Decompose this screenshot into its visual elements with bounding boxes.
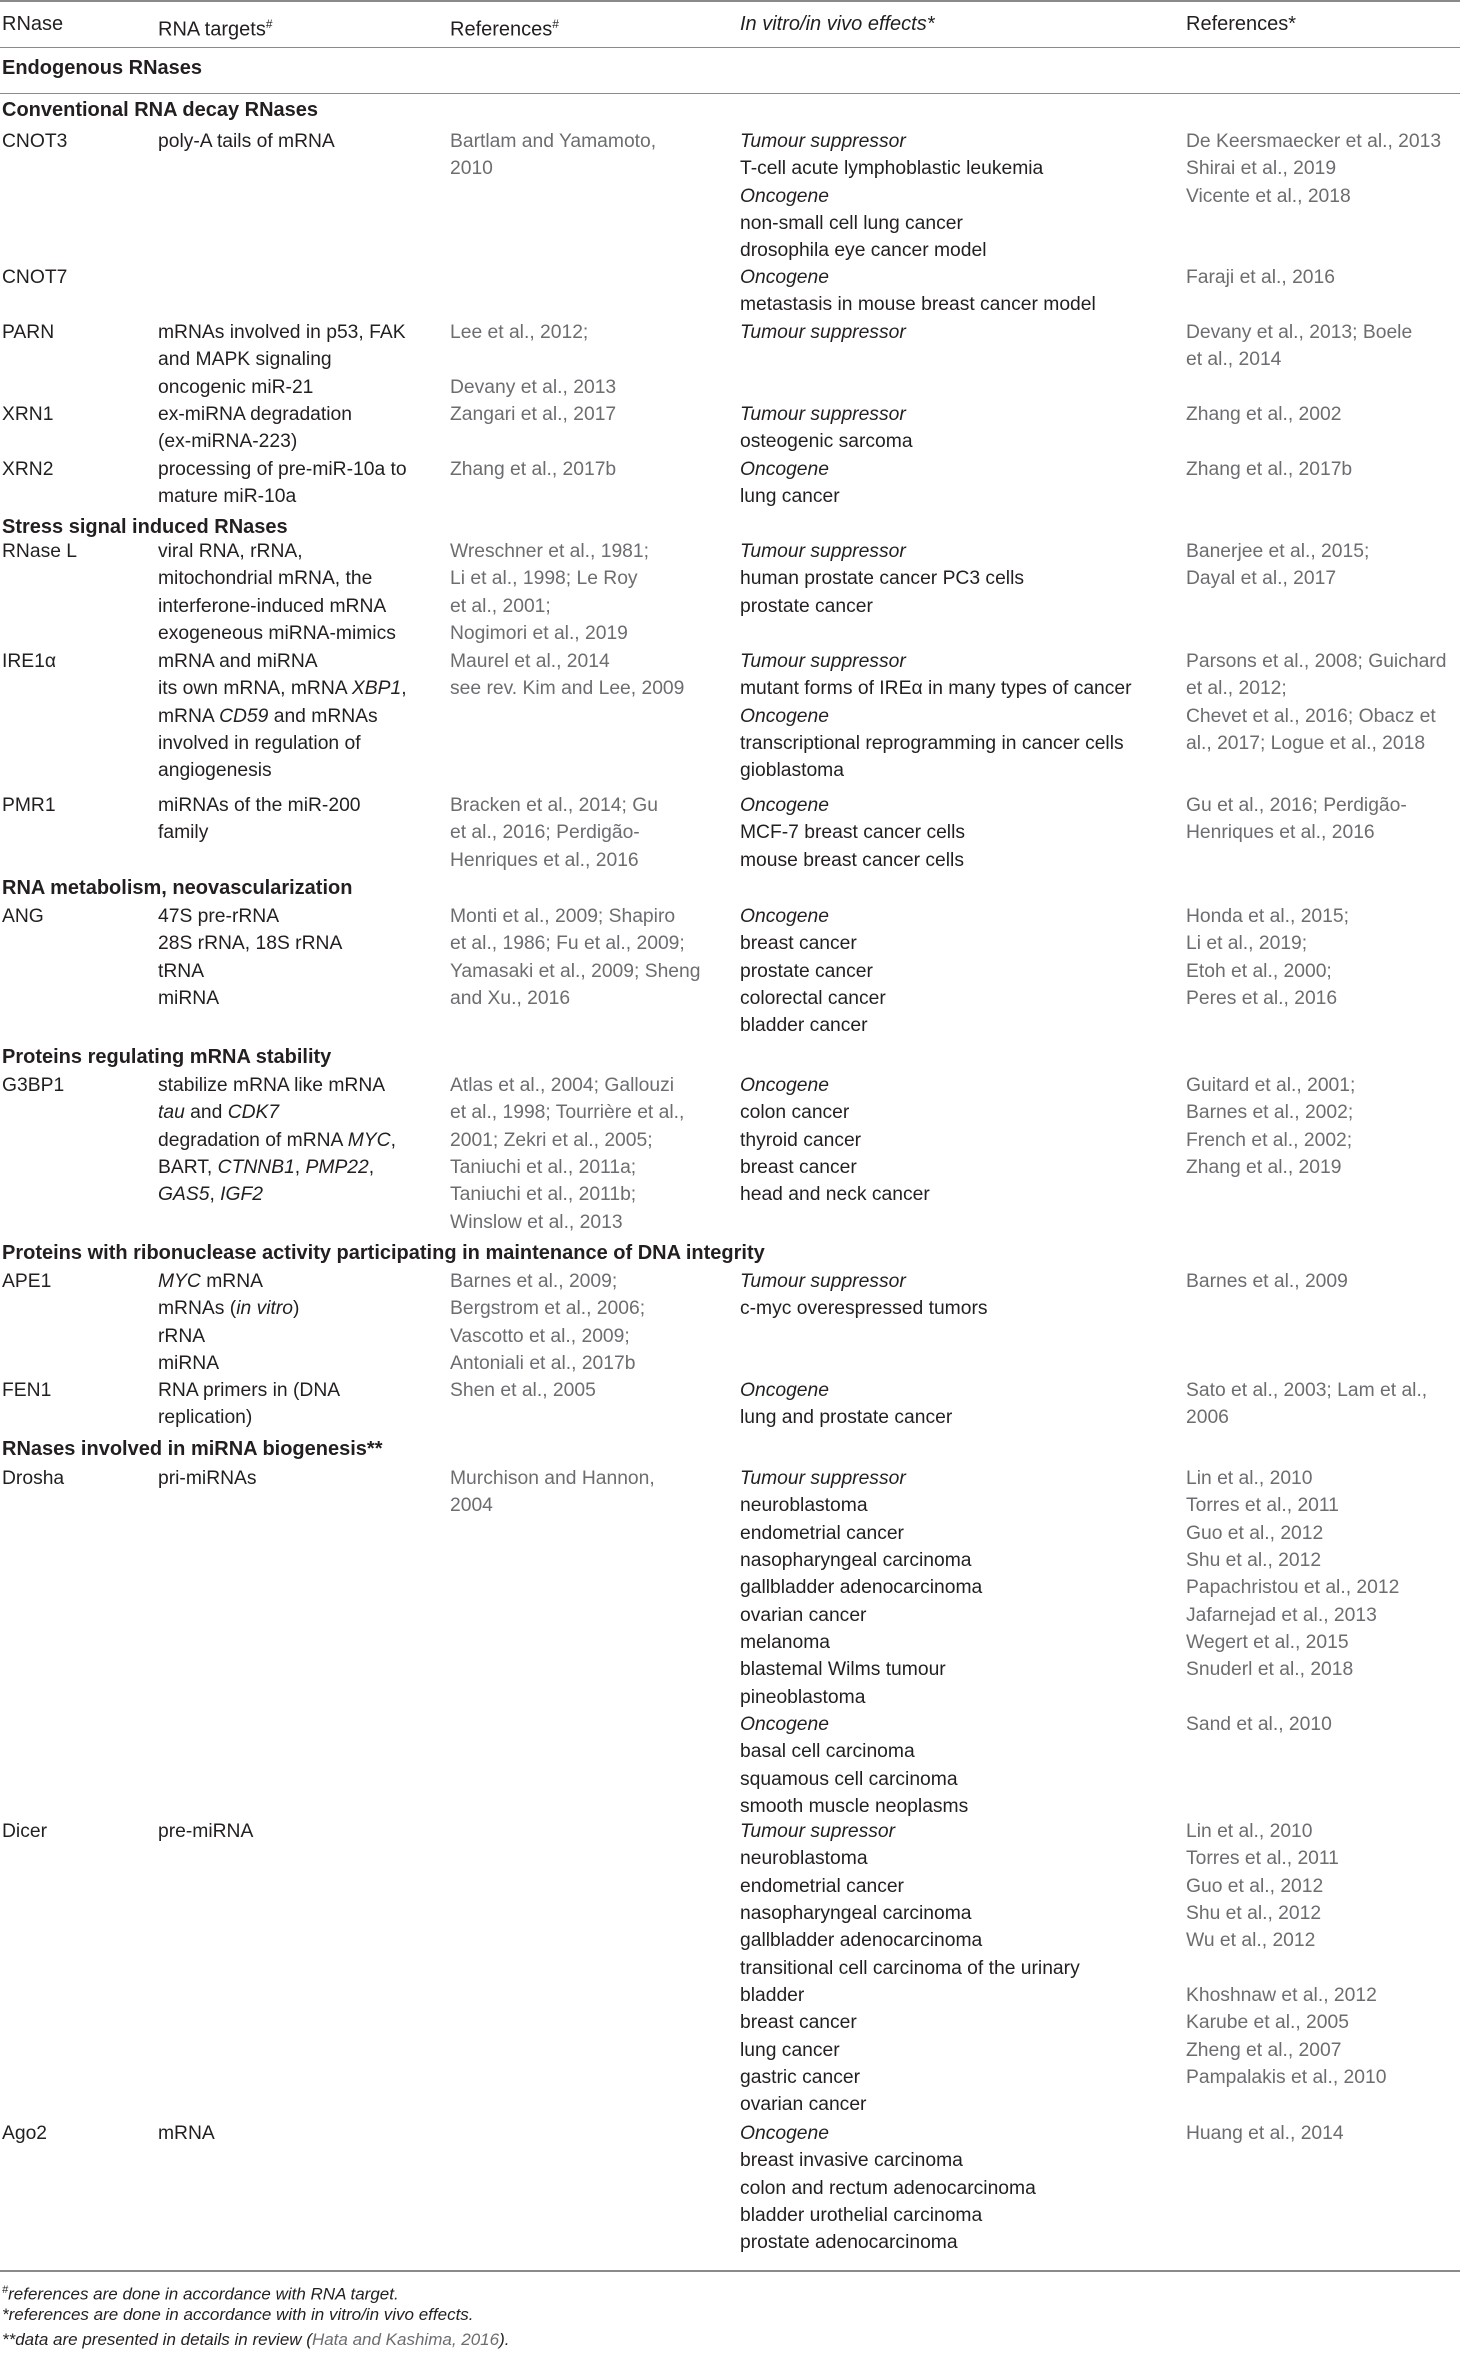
refs2-line: Guo et al., 2012 (1186, 1522, 1324, 1544)
targets-line: stabilize mRNA like mRNA (158, 1075, 386, 1096)
top-rule (0, 0, 1460, 2)
section-rule (0, 93, 1460, 94)
effects-line: colon and rectum adenocarcinoma (740, 2177, 1036, 2199)
targets-line: mRNA CD59 and mRNAs (158, 705, 378, 727)
refs-line: et al., 2001; (450, 595, 551, 617)
rnase-name-xrn2: XRN2 (2, 459, 54, 480)
refs-cell-xrn2 (450, 456, 735, 483)
refs-cell-g3bp1 (450, 1072, 735, 1236)
effects-cell-g3bp1 (740, 1072, 1180, 1209)
effects-line: Oncogene (740, 1075, 829, 1096)
targets-cell-rnase-l (158, 538, 443, 647)
effects-cell-cnot3 (740, 128, 1180, 265)
effects-line: nasopharyngeal carcinoma (740, 1550, 972, 1572)
refs-line: 2010 (450, 158, 493, 180)
targets-line: interferone-induced mRNA (158, 595, 387, 617)
section-mirna-biogenesis: RNases involved in miRNA biogenesis** (2, 1438, 383, 1460)
targets-line: replication) (158, 1407, 253, 1429)
effects-cell-pmr1 (740, 792, 1180, 874)
refs2-line: Wu et al., 2012 (1186, 1930, 1316, 1952)
effects-line: prostate cancer (740, 960, 873, 982)
effects-cell-ago2 (740, 2120, 1180, 2257)
rnase-name-g3bp1: G3BP1 (2, 1075, 65, 1096)
refs2-line: 2006 (1186, 1407, 1229, 1429)
targets-line: mRNAs (in vitro) (158, 1298, 300, 1320)
section-metabolism: RNA metabolism, neovascularization (2, 877, 353, 899)
effects-line: c-myc overespressed tumors (740, 1298, 988, 1320)
refs2-cell-cnot3 (1186, 128, 1460, 210)
effects-line: Tumour suppressor (740, 1271, 906, 1292)
effects-line: transitional cell carcinoma of the urinary (740, 1957, 1080, 1979)
refs2-cell-xrn2 (1186, 456, 1460, 483)
refs-cell-xrn1 (450, 401, 735, 428)
targets-line: poly-A tails of mRNA (158, 131, 335, 152)
effects-line: gallbladder adenocarcinoma (740, 1930, 983, 1952)
effects-cell-ape1 (740, 1268, 1180, 1323)
targets-line: viral RNA, rRNA, (158, 541, 303, 562)
refs-cell-pmr1 (450, 792, 735, 874)
refs2-cell-ire1 (1186, 648, 1460, 757)
refs2-cell-ang (1186, 903, 1460, 1012)
section-conventional: Conventional RNA decay RNases (2, 99, 319, 121)
footnote-1: #references are done in accordance with RNA target. (2, 2284, 399, 2304)
effects-cell-fen1 (740, 1377, 1180, 1432)
effects-line: gallbladder adenocarcinoma (740, 1577, 983, 1599)
effects-cell-rnase-l (740, 538, 1180, 620)
refs-line: Nogimori et al., 2019 (450, 623, 628, 645)
targets-cell-cnot3 (158, 128, 443, 155)
targets-line: 28S rRNA, 18S rRNA (158, 933, 343, 955)
refs2-line: Dayal et al., 2017 (1186, 568, 1337, 590)
targets-line: mitochondrial mRNA, the (158, 568, 373, 590)
effects-line: Oncogene (740, 459, 829, 480)
rnase-name-ape1: APE1 (2, 1271, 52, 1292)
effects-line: Oncogene (740, 705, 829, 727)
effects-line: Oncogene (740, 1380, 829, 1401)
refs2-line: Lin et al., 2010 (1186, 1821, 1313, 1842)
targets-line: family (158, 822, 209, 844)
refs-line: Bartlam and Yamamoto, (450, 131, 657, 152)
refs2-line: Zhang et al., 2017b (1186, 459, 1353, 480)
refs-line: Taniuchi et al., 2011a; (450, 1157, 637, 1179)
targets-line: miRNA (158, 1353, 220, 1375)
targets-line: tau and CDK7 (158, 1102, 280, 1124)
effects-line: mutant forms of IREα in many types of cancer (740, 678, 1132, 700)
refs2-cell-ape1 (1186, 1268, 1460, 1295)
refs2-line: Etoh et al., 2000; (1186, 960, 1332, 982)
targets-line: rRNA (158, 1325, 206, 1347)
refs2-line: Sato et al., 2003; Lam et al., (1186, 1380, 1428, 1401)
refs-line: Devany et al., 2013 (450, 376, 617, 398)
header-effects: In vitro/in vivo effects* (740, 13, 935, 35)
effects-line: bladder (740, 1985, 805, 2007)
effects-line: basal cell carcinoma (740, 1741, 915, 1763)
effects-line: bladder urothelial carcinoma (740, 2205, 983, 2227)
targets-line: angiogenesis (158, 760, 272, 782)
targets-cell-fen1 (158, 1377, 443, 1432)
rnase-name-cnot7: CNOT7 (2, 267, 68, 288)
refs2-cell-pmr1 (1186, 792, 1460, 847)
refs2-line: Shu et al., 2012 (1186, 1550, 1322, 1572)
targets-line: oncogenic miR-21 (158, 376, 314, 398)
effects-line: drosophila eye cancer model (740, 240, 987, 262)
refs-line: Zangari et al., 2017 (450, 404, 617, 425)
effects-line: Tumour suppressor (740, 131, 906, 152)
targets-line: degradation of mRNA MYC, (158, 1129, 396, 1151)
refs-line: et al., 1998; Tourrière et al., (450, 1102, 685, 1124)
targets-line: its own mRNA, mRNA XBP1, (158, 678, 407, 700)
targets-line: (ex-miRNA-223) (158, 431, 298, 453)
effects-line: prostate cancer (740, 595, 873, 617)
footnote-2: *references are done in accordance with in vitro/in vivo effects. (2, 2305, 474, 2324)
refs2-line: French et al., 2002; (1186, 1129, 1353, 1151)
refs2-line: Wegert et al., 2015 (1186, 1632, 1349, 1654)
effects-cell-parn (740, 319, 1180, 346)
effects-line: Tumour suppressor (740, 541, 906, 562)
effects-line: smooth muscle neoplasms (740, 1796, 969, 1818)
refs2-line: Devany et al., 2013; Boele (1186, 322, 1413, 343)
refs2-cell-drosha (1186, 1465, 1460, 1738)
targets-cell-dicer (158, 1818, 443, 1845)
refs2-cell-parn (1186, 319, 1460, 374)
targets-cell-pmr1 (158, 792, 443, 847)
section-dna-integrity: Proteins with ribonuclease activity participating in maintenance of DNA integrity (2, 1242, 765, 1264)
refs2-line: al., 2017; Logue et al., 2018 (1186, 733, 1426, 755)
refs-line: Zhang et al., 2017b (450, 459, 617, 480)
refs-line: Atlas et al., 2004; Gallouzi (450, 1075, 675, 1096)
refs2-cell-xrn1 (1186, 401, 1460, 428)
targets-line: and MAPK signaling (158, 349, 332, 371)
effects-line: Oncogene (740, 185, 829, 207)
effects-line: squamous cell carcinoma (740, 1768, 958, 1790)
rnase-name-rnase-l: RNase L (2, 541, 78, 562)
header-references: References# (450, 17, 559, 41)
targets-cell-ire1 (158, 648, 443, 785)
targets-line: MYC mRNA (158, 1271, 263, 1292)
refs2-line: Huang et al., 2014 (1186, 2123, 1344, 2144)
refs2-line: Barnes et al., 2009 (1186, 1271, 1348, 1292)
refs2-line: Zhang et al., 2019 (1186, 1157, 1342, 1179)
rnase-name-xrn1: XRN1 (2, 404, 54, 425)
effects-line: metastasis in mouse breast cancer model (740, 294, 1096, 316)
targets-cell-ape1 (158, 1268, 443, 1377)
targets-cell-xrn2 (158, 456, 443, 511)
effects-line: blastemal Wilms tumour (740, 1659, 946, 1681)
targets-cell-parn (158, 319, 443, 401)
refs-line: Vascotto et al., 2009; (450, 1325, 630, 1347)
refs2-line: Honda et al., 2015; (1186, 906, 1349, 927)
refs2-line: et al., 2014 (1186, 349, 1282, 371)
refs-cell-rnase-l (450, 538, 735, 647)
section-stress: Stress signal induced RNases (2, 516, 288, 538)
rnase-name-cnot3: CNOT3 (2, 131, 68, 152)
effects-line: lung and prostate cancer (740, 1407, 953, 1429)
effects-line: lung cancer (740, 2039, 840, 2061)
effects-cell-cnot7 (740, 264, 1180, 319)
effects-cell-xrn2 (740, 456, 1180, 511)
effects-cell-dicer (740, 1818, 1180, 2119)
targets-line: BART, CTNNB1, PMP22, (158, 1157, 375, 1179)
refs-cell-ire1 (450, 648, 735, 703)
refs2-cell-dicer (1186, 1818, 1460, 2091)
effects-line: Tumour suppressor (740, 1468, 906, 1489)
effects-line: neuroblastoma (740, 1848, 868, 1870)
targets-line: GAS5, IGF2 (158, 1184, 264, 1206)
section-endogenous: Endogenous RNases (2, 57, 203, 79)
effects-cell-ang (740, 903, 1180, 1040)
targets-line: RNA primers in (DNA (158, 1380, 341, 1401)
refs-line: Taniuchi et al., 2011b; (450, 1184, 637, 1206)
effects-line: endometrial cancer (740, 1875, 904, 1897)
targets-line: mRNA (158, 2123, 215, 2144)
effects-line: melanoma (740, 1632, 831, 1654)
targets-cell-xrn1 (158, 401, 443, 456)
refs-cell-cnot3 (450, 128, 735, 183)
refs2-line: Snuderl et al., 2018 (1186, 1659, 1354, 1681)
effects-line: Tumour supressor (740, 1821, 896, 1842)
effects-line: head and neck cancer (740, 1184, 930, 1206)
refs2-line: Gu et al., 2016; Perdigão- (1186, 795, 1407, 816)
header-rnase: RNase (2, 13, 64, 35)
refs-cell-ang (450, 903, 735, 1012)
effects-line: ovarian cancer (740, 2094, 867, 2116)
targets-line: pri-miRNAs (158, 1468, 257, 1489)
targets-line: exogeneous miRNA-mimics (158, 623, 396, 645)
effects-line: pineoblastoma (740, 1686, 866, 1708)
header-rna-targets: RNA targets# (158, 17, 273, 41)
refs2-line: Peres et al., 2016 (1186, 988, 1338, 1010)
rnase-name-drosha: Drosha (2, 1468, 65, 1489)
targets-cell-ang (158, 903, 443, 1012)
refs2-cell-fen1 (1186, 1377, 1460, 1432)
effects-line: osteogenic sarcoma (740, 431, 913, 453)
refs-line: Yamasaki et al., 2009; Sheng (450, 960, 701, 982)
effects-line: thyroid cancer (740, 1129, 862, 1151)
effects-line: Oncogene (740, 906, 829, 927)
refs2-line: Karube et al., 2005 (1186, 2012, 1349, 2034)
targets-line: 47S pre-rRNA (158, 906, 280, 927)
refs2-line (1186, 1955, 1460, 1982)
effects-line: neuroblastoma (740, 1495, 868, 1517)
targets-line: processing of pre-miR-10a to (158, 459, 407, 480)
rnase-name-parn: PARN (2, 322, 55, 343)
refs2-line: Pampalakis et al., 2010 (1186, 2067, 1387, 2089)
refs-line: Barnes et al., 2009; (450, 1271, 618, 1292)
targets-line: ex-miRNA degradation (158, 404, 352, 425)
header-rule (0, 47, 1460, 48)
refs2-line: Faraji et al., 2016 (1186, 267, 1335, 288)
effects-line: gioblastoma (740, 760, 844, 782)
effects-line: MCF-7 breast cancer cells (740, 822, 966, 844)
effects-line: Tumour suppressor (740, 651, 906, 672)
refs-cell-fen1 (450, 1377, 735, 1404)
refs2-line: Parsons et al., 2008; Guichard (1186, 651, 1447, 672)
refs2-line: Henriques et al., 2016 (1186, 822, 1375, 844)
refs-cell-ape1 (450, 1268, 735, 1377)
refs-cell-parn (450, 319, 735, 401)
footnote-3: **data are presented in details in review (Hata and Kashima, 2016). (2, 2330, 510, 2349)
refs2-line: Sand et al., 2010 (1186, 1714, 1332, 1736)
effects-line: nasopharyngeal carcinoma (740, 1903, 972, 1925)
effects-cell-ire1 (740, 648, 1180, 785)
refs-line: Murchison and Hannon, (450, 1468, 655, 1489)
refs-line: et al., 2016; Perdigão- (450, 822, 640, 844)
refs2-line: Chevet et al., 2016; Obacz et (1186, 705, 1436, 727)
effects-line: breast cancer (740, 2012, 857, 2034)
effects-line: gastric cancer (740, 2067, 861, 2089)
refs2-cell-ago2 (1186, 2120, 1460, 2147)
rnase-name-fen1: FEN1 (2, 1380, 52, 1401)
refs-line: Lee et al., 2012; (450, 322, 589, 343)
refs-line: Henriques et al., 2016 (450, 849, 639, 871)
refs2-line: Torres et al., 2011 (1186, 1848, 1339, 1870)
refs2-line: Guo et al., 2012 (1186, 1875, 1324, 1897)
bottom-rule (0, 2270, 1460, 2272)
refs-line (450, 346, 735, 373)
refs-line: Maurel et al., 2014 (450, 651, 610, 672)
refs2-line: Li et al., 2019; (1186, 933, 1308, 955)
refs2-line: et al., 2012; (1186, 678, 1287, 700)
refs-line: Li et al., 1998; Le Roy (450, 568, 638, 590)
effects-cell-drosha (740, 1465, 1180, 1820)
refs2-line (1186, 1684, 1460, 1711)
targets-line: mature miR-10a (158, 486, 297, 508)
rnase-name-ang: ANG (2, 906, 44, 927)
targets-cell-g3bp1 (158, 1072, 443, 1209)
refs-line: Wreschner et al., 1981; (450, 541, 649, 562)
refs2-line: Guitard et al., 2001; (1186, 1075, 1356, 1096)
effects-line: mouse breast cancer cells (740, 849, 964, 871)
refs-line: 2001; Zekri et al., 2005; (450, 1129, 653, 1151)
refs2-line: Lin et al., 2010 (1186, 1468, 1313, 1489)
refs-line: Bergstrom et al., 2006; (450, 1298, 646, 1320)
refs-line: Antoniali et al., 2017b (450, 1353, 636, 1375)
refs2-line: Zhang et al., 2002 (1186, 404, 1342, 425)
targets-line: mRNA and miRNA (158, 651, 318, 672)
targets-line: miRNA (158, 988, 220, 1010)
refs2-line: Papachristou et al., 2012 (1186, 1577, 1400, 1599)
effects-cell-xrn1 (740, 401, 1180, 456)
effects-line: breast invasive carcinoma (740, 2150, 963, 2172)
effects-line: Tumour suppressor (740, 404, 906, 425)
targets-line: pre-miRNA (158, 1821, 254, 1842)
rnase-name-pmr1: PMR1 (2, 795, 56, 816)
effects-line: human prostate cancer PC3 cells (740, 568, 1025, 590)
refs2-cell-rnase-l (1186, 538, 1460, 593)
refs-line: see rev. Kim and Lee, 2009 (450, 678, 685, 700)
refs-line: and Xu., 2016 (450, 988, 571, 1010)
refs-line: Bracken et al., 2014; Gu (450, 795, 658, 816)
effects-line: breast cancer (740, 933, 857, 955)
refs2-line: Zheng et al., 2007 (1186, 2039, 1342, 2061)
header-references-2: References* (1186, 13, 1297, 35)
rnase-name-ire1: IRE1α (2, 651, 57, 672)
effects-line: lung cancer (740, 486, 840, 508)
refs2-line: Jafarnejad et al., 2013 (1186, 1604, 1377, 1626)
effects-line: ovarian cancer (740, 1604, 867, 1626)
effects-line: non-small cell lung cancer (740, 213, 963, 235)
effects-line: prostate adenocarcinoma (740, 2232, 958, 2254)
effects-line: Oncogene (740, 795, 829, 816)
refs2-line: Vicente et al., 2018 (1186, 185, 1351, 207)
effects-line: Oncogene (740, 267, 829, 288)
refs-line: et al., 1986; Fu et al., 2009; (450, 933, 685, 955)
effects-line: breast cancer (740, 1157, 857, 1179)
refs2-line: Banerjee et al., 2015; (1186, 541, 1370, 562)
effects-line: bladder cancer (740, 1015, 868, 1037)
refs-line: 2004 (450, 1495, 493, 1517)
effects-line: Oncogene (740, 2123, 829, 2144)
refs-line: Winslow et al., 2013 (450, 1211, 623, 1233)
refs2-line: Shu et al., 2012 (1186, 1903, 1322, 1925)
refs2-cell-g3bp1 (1186, 1072, 1460, 1181)
rnase-name-dicer: Dicer (2, 1821, 47, 1842)
refs2-cell-cnot7 (1186, 264, 1460, 291)
effects-line: colon cancer (740, 1102, 850, 1124)
refs-cell-drosha (450, 1465, 735, 1520)
footnote-citation: Hata and Kashima, 2016 (311, 2330, 500, 2349)
refs2-line: Barnes et al., 2002; (1186, 1102, 1354, 1124)
refs2-line: De Keersmaecker et al., 2013 (1186, 131, 1442, 152)
effects-line: colorectal cancer (740, 988, 886, 1010)
refs-line: Shen et al., 2005 (450, 1380, 596, 1401)
refs-line: Monti et al., 2009; Shapiro (450, 906, 676, 927)
effects-line: Tumour suppressor (740, 322, 906, 343)
targets-line: tRNA (158, 960, 205, 982)
targets-line: mRNAs involved in p53, FAK (158, 322, 406, 343)
refs2-line: Khoshnaw et al., 2012 (1186, 1985, 1377, 2007)
targets-line: miRNAs of the miR-200 (158, 795, 361, 816)
effects-line: transcriptional reprogramming in cancer cells (740, 733, 1124, 755)
targets-line: involved in regulation of (158, 733, 361, 755)
effects-line: Oncogene (740, 1714, 829, 1736)
targets-cell-ago2 (158, 2120, 443, 2147)
rnase-name-ago2: Ago2 (2, 2123, 48, 2144)
refs2-line: Shirai et al., 2019 (1186, 158, 1337, 180)
effects-line: T-cell acute lymphoblastic leukemia (740, 158, 1044, 180)
section-mrna-stability: Proteins regulating mRNA stability (2, 1046, 332, 1068)
effects-line: endometrial cancer (740, 1522, 904, 1544)
refs2-line: Torres et al., 2011 (1186, 1495, 1339, 1517)
targets-cell-drosha (158, 1465, 443, 1492)
